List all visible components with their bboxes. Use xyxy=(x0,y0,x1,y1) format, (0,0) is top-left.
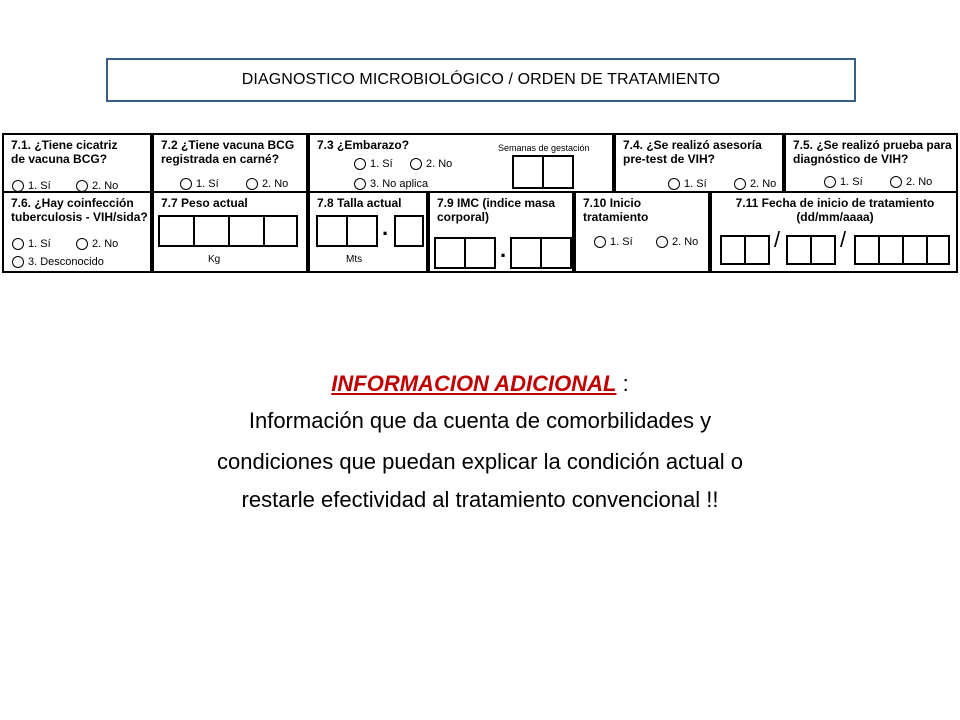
q71-option-yes: 1. Sí xyxy=(12,179,51,193)
q711-cell xyxy=(710,191,958,273)
info-line-3: restarle efectividad al tratamiento convencional !! xyxy=(241,487,719,512)
q73-option-na: 3. No aplica xyxy=(354,177,428,191)
q710-label: 7.10 Inicio tratamiento xyxy=(583,196,649,224)
q73-label: 7.3 ¿Embarazo? xyxy=(317,138,410,152)
section-header-title: DIAGNOSTICO MICROBIOLÓGICO / ORDEN DE TRATAMIENTO xyxy=(241,71,721,88)
box-divider xyxy=(926,235,928,265)
q72-option-yes: 1. Sí xyxy=(180,177,219,191)
q76-option-unknown: 3. Desconocido xyxy=(12,255,104,269)
q75-option-yes: 1. Sí xyxy=(824,175,863,189)
q711-sep2: / xyxy=(840,227,847,252)
box-divider xyxy=(193,215,195,247)
radio-circle-icon xyxy=(180,178,192,190)
radio-circle-icon xyxy=(656,236,668,248)
radio-circle-icon xyxy=(410,158,422,170)
q711-sep1: / xyxy=(774,227,781,252)
q72-cell xyxy=(152,133,308,193)
box-divider xyxy=(346,215,348,247)
radio-circle-icon xyxy=(12,238,24,250)
q77-cell xyxy=(152,191,308,273)
radio-circle-icon xyxy=(76,238,88,250)
q74-label: 7.4. ¿Se realizó asesoría pre-test de VIH? xyxy=(623,138,762,166)
q76-option-no: 2. No xyxy=(76,237,118,251)
box-divider xyxy=(902,235,904,265)
q71-option-no: 2. No xyxy=(76,179,118,193)
q79-cell xyxy=(428,191,574,273)
box-divider xyxy=(542,155,544,189)
q76-label: 7.6. ¿Hay coinfección tuberculosis - VIH/sida? xyxy=(11,196,148,224)
q75-cell xyxy=(784,133,958,193)
q75-option-no: 2. No xyxy=(890,175,932,189)
box-divider xyxy=(878,235,880,265)
q78-cell xyxy=(308,191,428,273)
box-divider xyxy=(810,235,812,265)
q75-label: 7.5. ¿Se realizó prueba para diagnóstico de VIH? xyxy=(793,138,952,166)
q711-label: 7.11 Fecha de inicio de tratamiento (dd/mm/aaaa) xyxy=(735,196,935,224)
box-divider xyxy=(744,235,746,265)
q73-option-yes: 1. Sí xyxy=(354,157,393,171)
radio-circle-icon xyxy=(734,178,746,190)
section-header xyxy=(106,58,856,102)
box-divider xyxy=(464,237,466,269)
radio-circle-icon xyxy=(668,178,680,190)
info-colon: : xyxy=(616,371,629,396)
q77-label: 7.7 Peso actual xyxy=(161,196,248,210)
form-image xyxy=(0,133,960,273)
radio-circle-icon xyxy=(246,178,258,190)
radio-circle-icon xyxy=(354,158,366,170)
q71-label: 7.1. ¿Tiene cicatriz de vacuna BCG? xyxy=(11,138,118,166)
radio-circle-icon xyxy=(594,236,606,248)
q74-option-no: 2. No xyxy=(734,177,776,191)
q71-cell xyxy=(2,133,152,193)
q78-decimal-point: . xyxy=(382,215,389,240)
q710-cell xyxy=(574,191,710,273)
q77-unit: Kg xyxy=(208,254,221,265)
info-line-2: condiciones que puedan explicar la condición actual o xyxy=(217,449,743,474)
q78-unit: Mts xyxy=(346,254,363,265)
q74-option-yes: 1. Sí xyxy=(668,177,707,191)
q79-decimal-point: . xyxy=(500,237,507,262)
radio-circle-icon xyxy=(824,176,836,188)
q78-boxes-dec xyxy=(394,215,424,247)
q73-option-no: 2. No xyxy=(410,157,452,171)
q73-cell xyxy=(308,133,614,193)
q76-cell xyxy=(2,191,152,273)
box-divider xyxy=(263,215,265,247)
info-line-1: Información que da cuenta de comorbilidades y xyxy=(248,408,712,433)
q710-option-no: 2. No xyxy=(656,235,698,249)
q72-option-no: 2. No xyxy=(246,177,288,191)
q79-label: 7.9 IMC (indice masa corporal) xyxy=(437,196,556,224)
q73-weeks-label: Semanas de gestación xyxy=(498,143,590,153)
q710-option-yes: 1. Sí xyxy=(594,235,633,249)
q72-label: 7.2 ¿Tiene vacuna BCG registrada en carné? xyxy=(161,138,295,166)
info-title: INFORMACION ADICIONAL xyxy=(331,371,617,396)
box-divider xyxy=(540,237,542,269)
q76-option-yes: 1. Sí xyxy=(12,237,51,251)
q74-cell xyxy=(614,133,784,193)
radio-circle-icon xyxy=(12,256,24,268)
box-divider xyxy=(228,215,230,247)
radio-circle-icon xyxy=(890,176,902,188)
radio-circle-icon xyxy=(354,178,366,190)
q78-label: 7.8 Talla actual xyxy=(317,196,402,210)
info-title-line xyxy=(0,368,960,400)
